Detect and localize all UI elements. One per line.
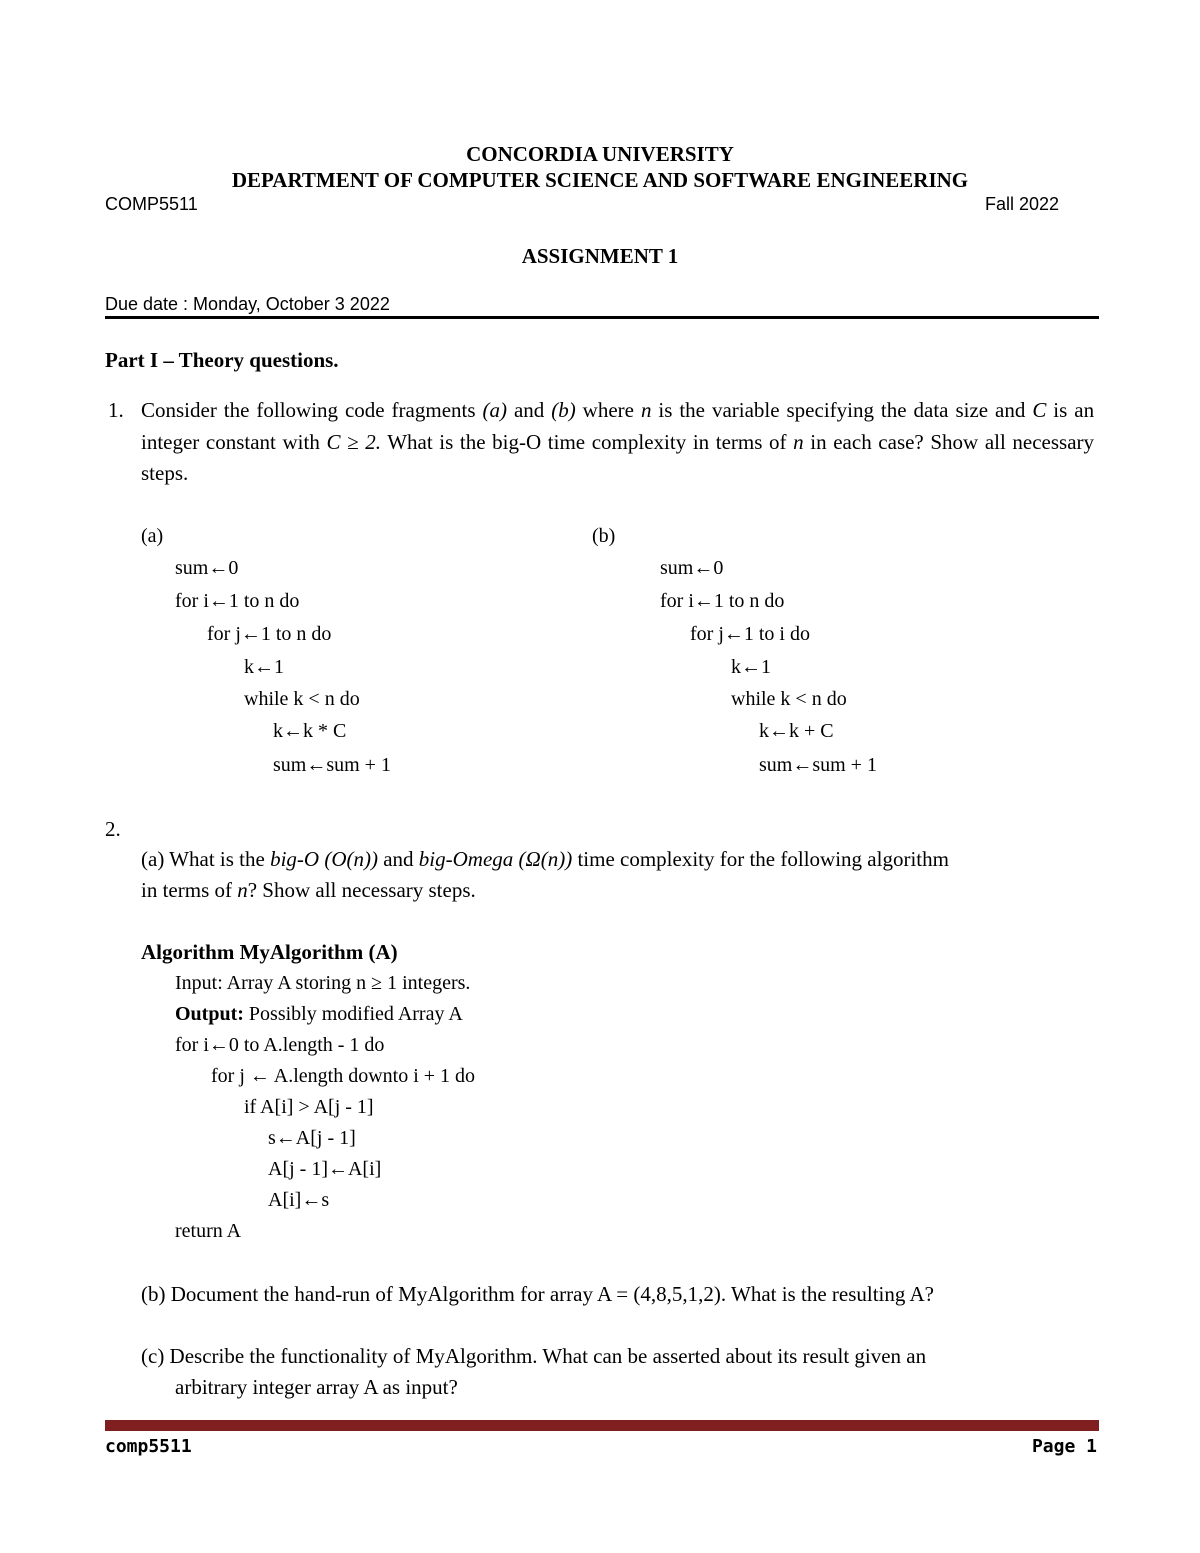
fragment-b-line: sum←0	[660, 557, 724, 579]
algorithm-input: Input: Array A storing n ≥ 1 integers.	[175, 972, 471, 994]
fragment-b-line: for j←1 to i do	[690, 623, 810, 645]
term: Fall 2022	[985, 194, 1060, 214]
q1-number: 1.	[108, 398, 124, 422]
fragment-a-line: k←k * C	[273, 720, 347, 742]
fragment-b-line: sum←sum + 1	[759, 754, 877, 776]
university-title: CONCORDIA UNIVERSITY	[466, 142, 734, 166]
algorithm-line: for j ← A.length downto i + 1 do	[211, 1065, 476, 1087]
q2c-line2: arbitrary integer array A as input?	[175, 1375, 458, 1399]
fragment-b-line: for i←1 to n do	[660, 590, 785, 612]
fragment-b-line: k←k + C	[759, 720, 834, 742]
q1-text: Consider the following code fragments (a) and (b) where n is the variable specifying the data size and C is an integer constant with C ≥ 2. What is the big-O time complexity in terms of n in each case? Show all necessary steps.	[141, 398, 1095, 485]
q2-number: 2.	[105, 817, 121, 841]
algorithm-title: Algorithm MyAlgorithm (A)	[141, 940, 398, 964]
course-code: COMP5511	[105, 194, 198, 214]
due-date: Due date : Monday, October 3 2022	[105, 294, 390, 314]
algorithm-line: for i←0 to A.length - 1 do	[175, 1034, 385, 1056]
algorithm-line: return A	[175, 1220, 242, 1242]
part1-heading: Part I – Theory questions.	[105, 348, 339, 372]
page-number: Page 1	[1031, 1436, 1097, 1457]
footer-course: comp5511	[105, 1436, 192, 1457]
fragment-a-line: for j←1 to n do	[207, 623, 332, 645]
q2a-line2: in terms of n? Show all necessary steps.	[141, 878, 476, 902]
algorithm-line: A[i]←s	[268, 1189, 330, 1211]
algorithm-line: A[j - 1]←A[i]	[268, 1158, 382, 1180]
assignment-title: ASSIGNMENT 1	[521, 244, 679, 268]
fragment-a-line: for i←1 to n do	[175, 590, 300, 612]
algorithm-output: Output: Possibly modified Array A	[175, 1003, 463, 1025]
fragment-b-line: while k < n do	[731, 688, 847, 710]
q2a-line1: (a) What is the big-O (O(n)) and big-Omega (Ω(n)) time complexity for the following algorithm	[141, 847, 949, 871]
fragment-a-line: k←1	[244, 656, 284, 678]
fragment-a-line: sum←0	[175, 557, 239, 579]
fragment-b-line: k←1	[731, 656, 771, 678]
header-divider	[105, 316, 1099, 319]
algorithm-line: if A[i] > A[j - 1]	[244, 1096, 374, 1118]
department-title: DEPARTMENT OF COMPUTER SCIENCE AND SOFTWARE ENGINEERING	[231, 168, 969, 192]
q2b-text: (b) Document the hand-run of MyAlgorithm for array A = (4,8,5,1,2). What is the resulting A?	[141, 1282, 934, 1306]
fragment-a-label: (a)	[141, 525, 164, 547]
q2c-line1: (c) Describe the functionality of MyAlgorithm. What can be asserted about its result given an	[141, 1344, 927, 1368]
fragment-a-line: sum←sum + 1	[273, 754, 391, 776]
algorithm-line: s←A[j - 1]	[268, 1127, 356, 1149]
fragment-a-line: while k < n do	[244, 688, 360, 710]
fragment-b-label: (b)	[592, 525, 616, 547]
footer-divider	[105, 1420, 1099, 1431]
